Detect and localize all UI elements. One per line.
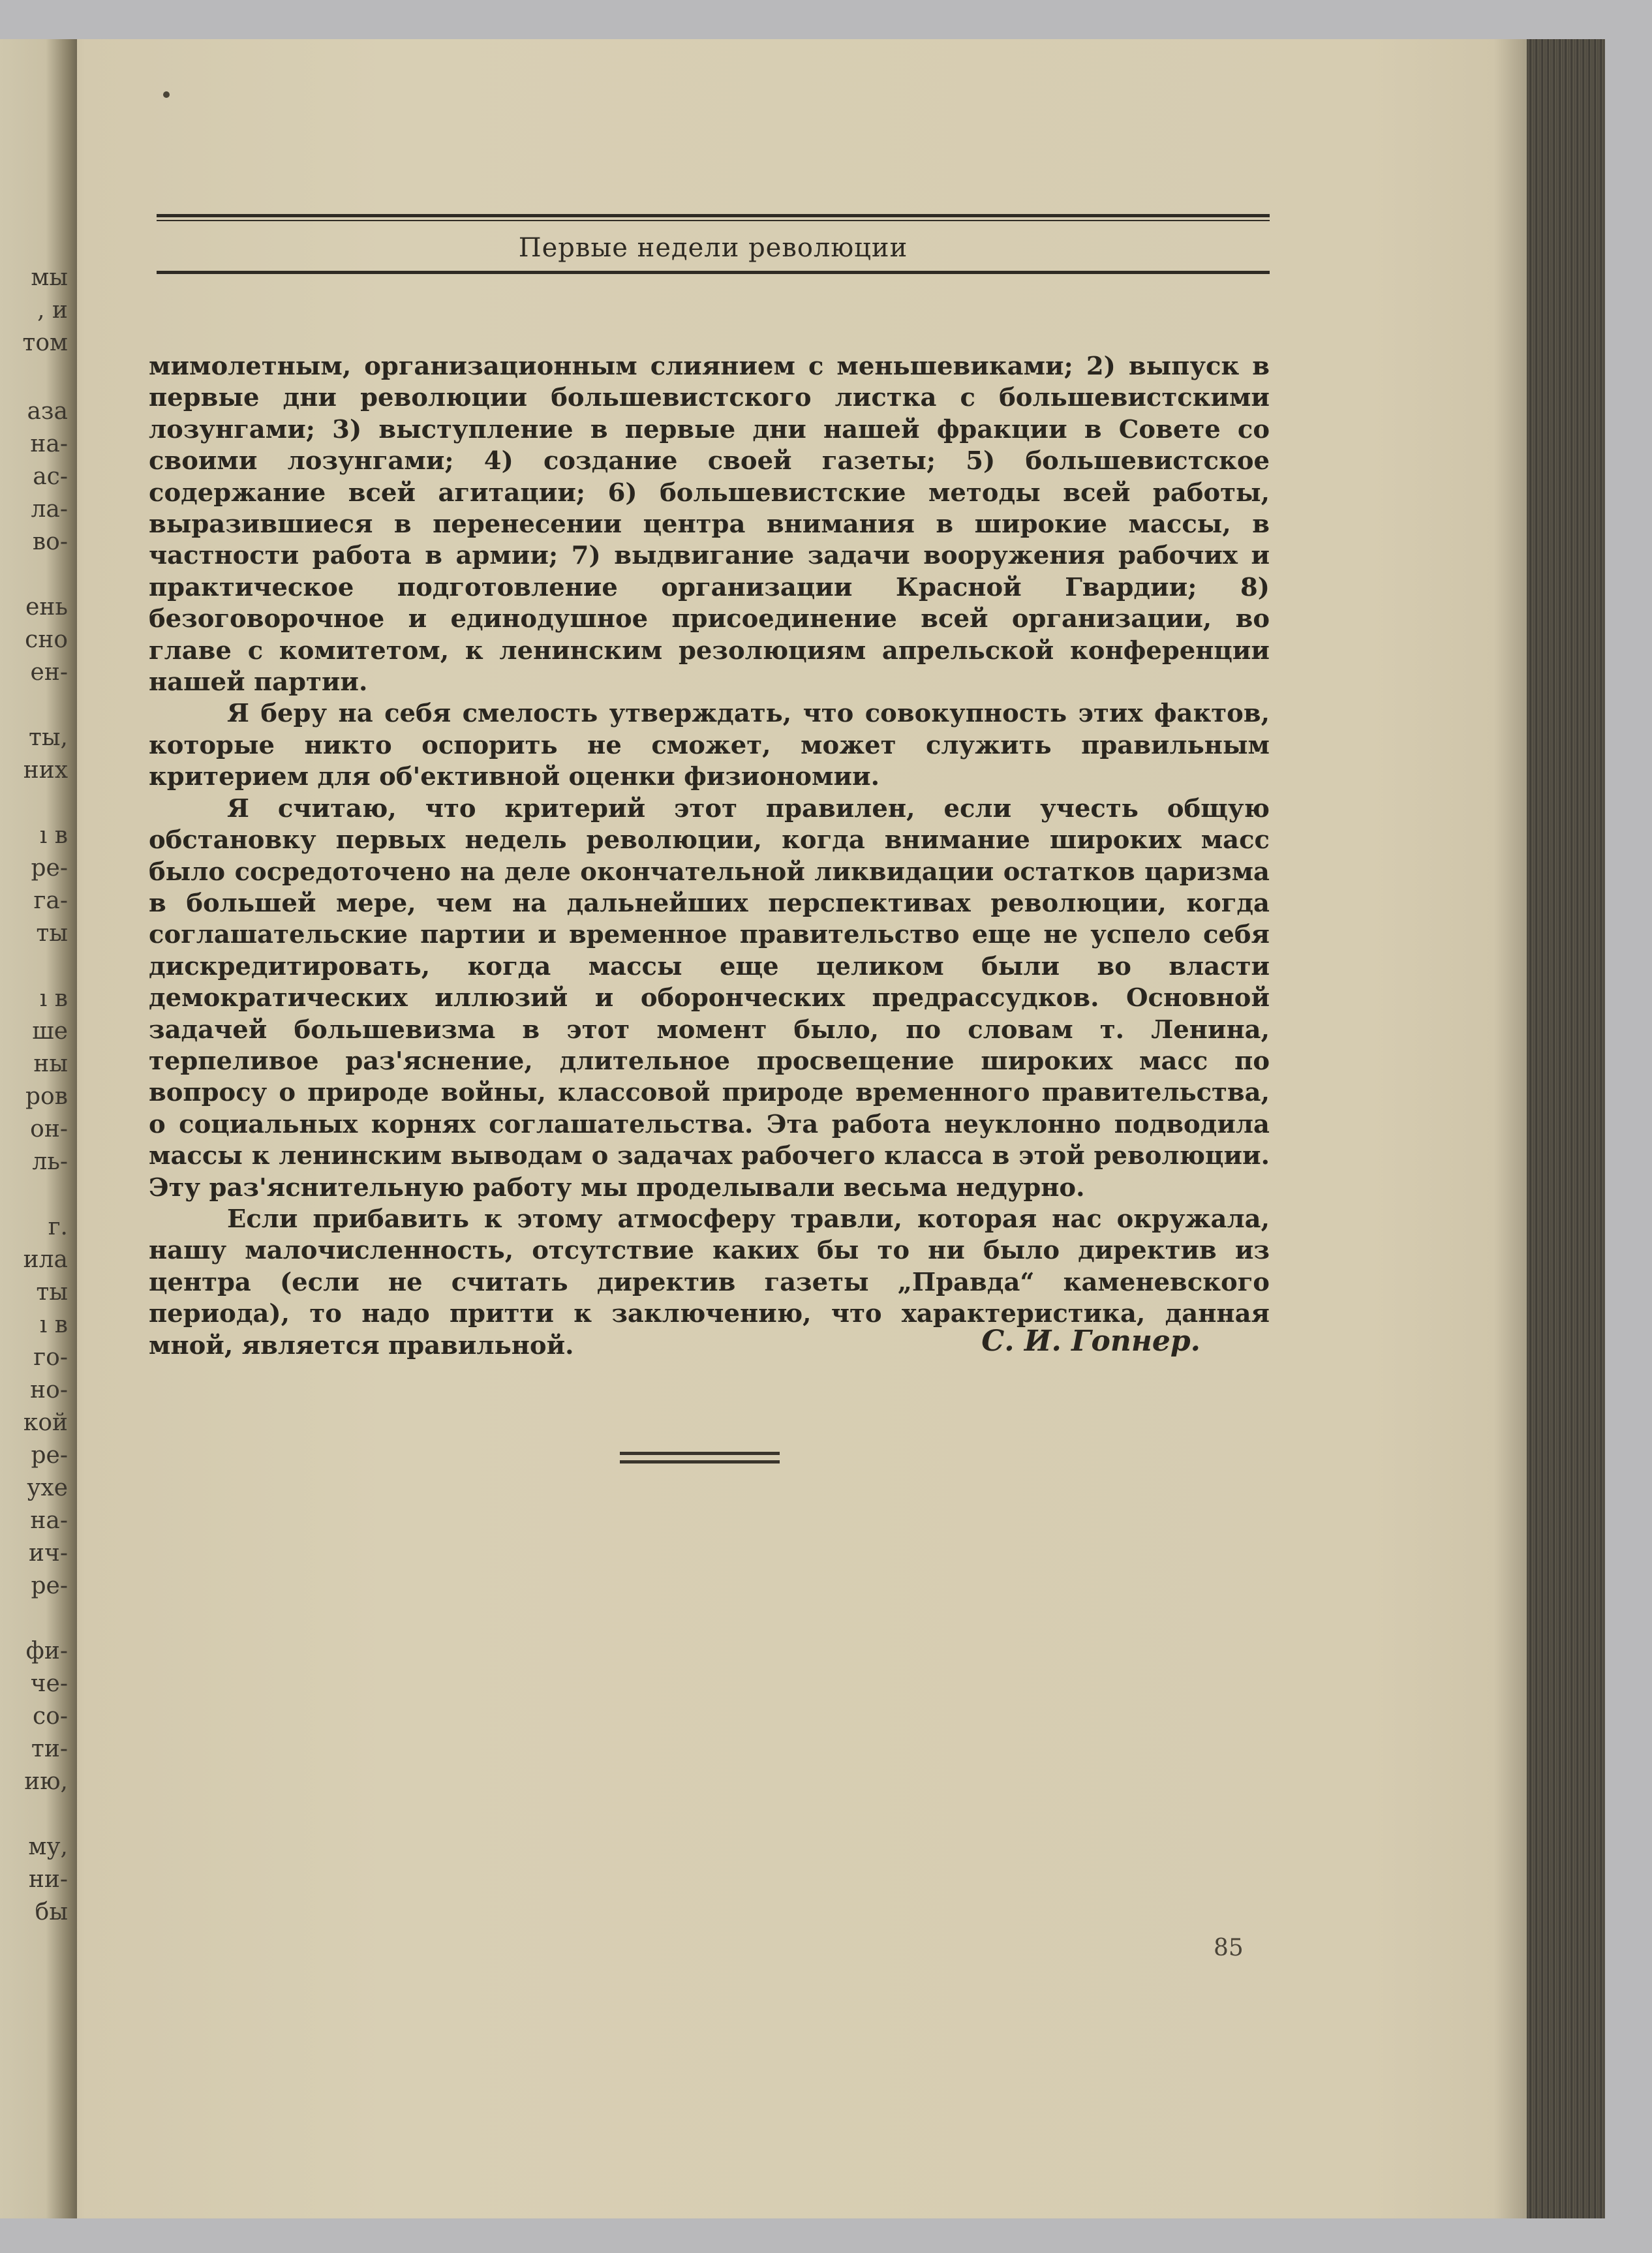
left-page-fragment: ı в	[39, 985, 68, 1012]
left-page-fragment: бы	[35, 1899, 68, 1925]
left-page-fragment: ила	[23, 1246, 68, 1273]
left-page-fragment: ты,	[28, 724, 68, 751]
left-page-fragment: ре-	[31, 855, 68, 881]
article-body	[149, 351, 1270, 1362]
paragraph-4: Если прибавить к этому атмосферу травли, которая нас окружала, нашу малочисленность, отсутствие каких бы то ни было директив из центра (если не считать директив газеты „Правда“ каменевского периода), то надо притти к заключению, что характеристика, данная мной, является правильной.	[149, 1204, 1270, 1360]
left-page-fragment: ти-	[31, 1736, 68, 1762]
left-page-fragment: кой	[23, 1409, 68, 1436]
left-page-fragment: ты	[36, 1279, 68, 1306]
paragraph-1: мимолетным, организационным слиянием с меньшевиками; 2) выпуск в первые дни революции большевистского листка с большевистскими лозунгами; 3) выступление в первые дни нашей фракции в Совете со своими лозунгами; 4) создание своей газеты; 5) большевистское содержание всей агитации; 6) большевистские методы всей работы, выразившиеся в перенесении центра внимания в широкие массы, в частности работа в армии; 7) выдвигание задачи вооружения рабочих и практическое подготовление организации Красной Гвардии; 8) безоговорочное и единодушное присоединение всей организации, во главе с комитетом, к ленинским резолюциям апрельской конференции нашей партии.	[149, 352, 1270, 697]
left-page-fragment: ухе	[27, 1475, 68, 1501]
left-page-fragment: ла-	[31, 496, 68, 523]
left-page-fragment: га-	[33, 887, 68, 914]
ink-speck	[163, 91, 170, 98]
running-head: Первые недели революции	[518, 233, 908, 263]
paragraph-2: Я беру на себя смелость утверждать, что совокупность этих фактов, которые никто оспорить не сможет, может служить правильным критерием для об'ективной оценки физиономии.	[149, 699, 1270, 792]
left-page-fragment: том	[22, 330, 68, 356]
header-rule-bottom	[157, 271, 1270, 274]
left-page-fragment: , и	[37, 297, 68, 324]
end-ornament	[620, 1452, 780, 1469]
left-page-fragment: аза	[27, 398, 68, 425]
left-page-fragment: че-	[30, 1670, 68, 1697]
left-page-fragment: мы	[31, 264, 68, 291]
page-number: 85	[1214, 1935, 1244, 1961]
left-page-fragment: ı в	[39, 822, 68, 849]
left-page-fragment: ич-	[29, 1540, 68, 1567]
left-page-fragment: ре-	[31, 1572, 68, 1599]
left-page-fragment: со-	[33, 1703, 68, 1730]
left-page-fragment: ен-	[30, 659, 68, 686]
left-page-fragment: ас-	[33, 463, 68, 490]
left-page-fragment: во-	[32, 529, 68, 555]
left-page-fragment: фи-	[25, 1638, 68, 1664]
left-page-fragment: ни-	[28, 1866, 68, 1893]
left-page-fragment: на-	[30, 1507, 68, 1534]
book-scan	[0, 39, 1605, 2218]
page-header	[157, 214, 1270, 274]
left-page-edge	[0, 39, 77, 2218]
left-page-fragment: них	[23, 757, 68, 784]
left-page-fragment: ты	[36, 920, 68, 947]
left-page-fragment: му,	[28, 1833, 68, 1860]
left-page-fragment: но-	[30, 1377, 68, 1403]
left-page-fragment: ı в	[39, 1311, 68, 1338]
paragraph-3: Я считаю, что критерий этот правилен, если учесть общую обстановку первых недель революции, когда внимание широких масс было сосредоточено на деле окончательной ликвидации остатков царизма в большей мере, чем на дальнейших перспективах революции, когда соглашательские партии и временное правительство еще не успело себя дискредитировать, когда массы еще целиком были во власти демократических иллюзий и оборонческих предрассудков. Основной задачей большевизма в этот момент было, по словам т. Ленина, терпеливое раз'яснение, длительное просвещение широких масс по вопросу о природе войны, классовой природе временного правительства, о социальных корнях соглашательства. Эта работа неуклонно подводила массы к ленинским выводам о задачах рабочего класса в этой революции. Эту раз'яснительную работу мы проделывали весьма недурно.	[149, 793, 1270, 1203]
left-page-fragment: ре-	[31, 1442, 68, 1469]
book-fore-edge	[1527, 39, 1605, 2218]
left-page-fragment: ны	[33, 1050, 68, 1077]
author-signature: С. И. Гопнер.	[981, 1325, 1201, 1358]
left-page-fragment: ень	[25, 594, 68, 621]
left-page-fragment: ль-	[32, 1148, 68, 1175]
left-page-fragment: ше	[32, 1018, 68, 1045]
left-page-fragment: го-	[33, 1344, 68, 1371]
left-page-fragment: ров	[25, 1083, 68, 1110]
left-page-fragment: г.	[48, 1214, 68, 1240]
left-page-fragment: сно	[25, 626, 68, 653]
left-page-fragment: на-	[30, 431, 68, 457]
left-page-fragment: ию,	[24, 1768, 68, 1795]
left-page-fragment: он-	[30, 1116, 68, 1142]
header-rule-top	[157, 214, 1270, 217]
